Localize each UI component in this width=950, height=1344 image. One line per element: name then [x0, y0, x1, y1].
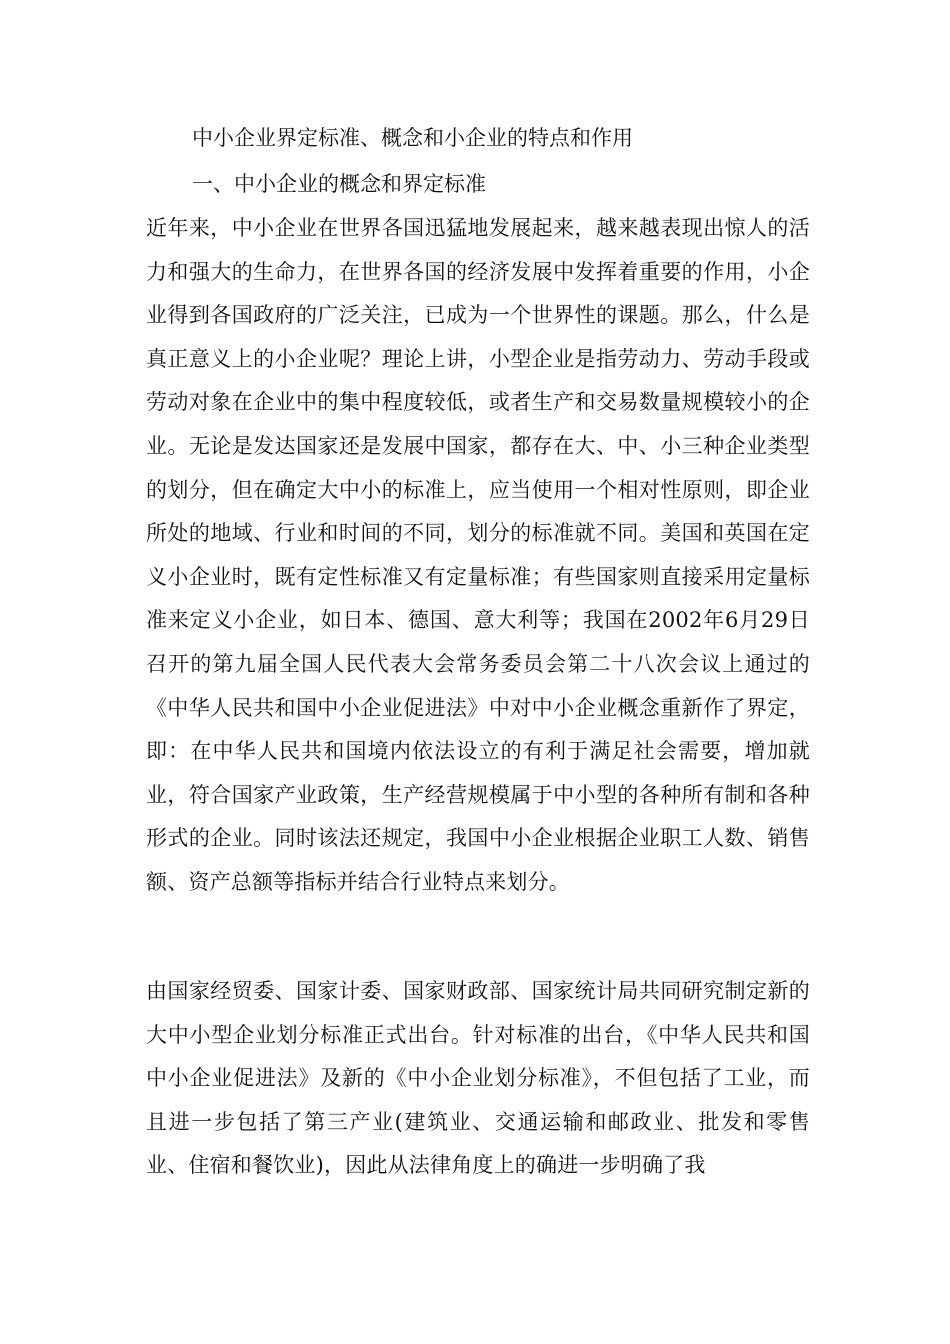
body-paragraph: 由国家经贸委、国家计委、国家财政部、国家统计局共同研究制定新的大中小型企业划分标准正式出台。针对标准的出台，《中华人民共和国中小企业促进法》及新的《中小企业划分标准》，不但包括了工业，而且进一步包括了第三产业(建筑业、交通运输和邮政业、批发和零售业、住宿和餐饮业)，因此从法律角度上的确进一步明确了我 — [146, 979, 810, 1178]
document-title: 中小企业界定标准、概念和小企业的特点和作用 — [192, 126, 633, 150]
section-heading: 一、中小企业的概念和界定标准 — [192, 172, 486, 196]
body-paragraph: 近年来，中小企业在世界各国迅猛地发展起来，越来越表现出惊人的活力和强大的生命力，在世界各国的经济发展中发挥着重要的作用，小企业得到各国政府的广泛关注，已成为一个世界性的课题。那么，什么是真正意义上的小企业呢？理论上讲，小型企业是指劳动力、劳动手段或劳动对象在企业中的集中程度较低，或者生产和交易数量规模较小的企业。无论是发达国家还是发展中国家，都存在大、中、小三种企业类型的划分，但在确定大中小的标准上，应当使用一个相对性原则，即企业所处的地域、行业和时间的不同，划分的标准就不同。美国和英国在定义小企业时，既有定性标准又有定量标准；有些国家则直接采用定量标准来定义小企业，如日本、德国、意大利等；我国在2002年6月29日召开的第九届全国人民代表大会常务委员会第二十八次会议上通过的《中华人民共和国中小企业促进法》中对中小企业概念重新作了界定，即：在中华人民共和国境内依法设立的有利于满足社会需要，增加就业，符合国家产业政策，生产经营规模属于中小型的各种所有制和各种形式的企业。同时该法还规定，我国中小企业根据企业职工人数、销售额、资产总额等指标并结合行业特点来划分。 — [146, 216, 810, 894]
